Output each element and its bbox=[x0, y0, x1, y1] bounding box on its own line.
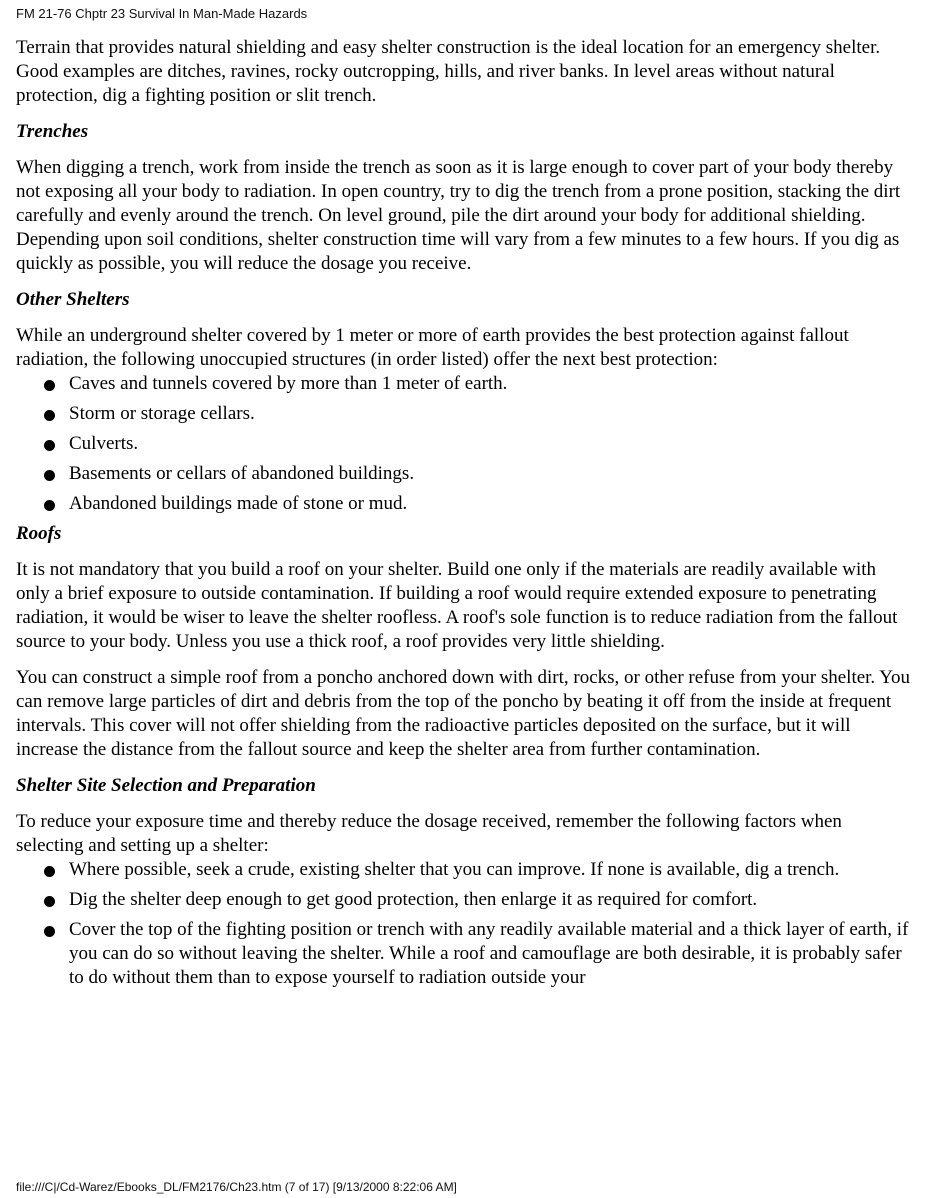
other-shelters-heading: Other Shelters bbox=[16, 289, 130, 310]
document-body bbox=[16, 36, 914, 996]
site-selection-list bbox=[16, 858, 914, 990]
page-footer: file:///C|/Cd-Warez/Ebooks_DL/FM2176/Ch23.htm (7 of 17) [9/13/2000 8:22:06 AM] bbox=[16, 1180, 457, 1194]
site-selection-heading: Shelter Site Selection and Preparation bbox=[16, 775, 316, 796]
page-header: FM 21-76 Chptr 23 Survival In Man-Made Hazards bbox=[16, 6, 308, 21]
list-item: Dig the shelter deep enough to get good protection, then enlarge it as required for comfort. bbox=[44, 888, 914, 912]
list-item: Storm or storage cellars. bbox=[44, 402, 914, 426]
roofs-paragraph-2: You can construct a simple roof from a poncho anchored down with dirt, rocks, or other refuse from your shelter. You can remove large particles of dirt and debris from the top of the poncho by beating it off from the inside at frequent intervals. This cover will not offer shielding from the radioactive particles deposited on the surface, but it will increase the distance from the fallout source and keep the shelter area from further contamination. bbox=[16, 667, 911, 760]
site-selection-paragraph: To reduce your exposure time and thereby reduce the dosage received, remember the following factors when selecting and setting up a shelter: bbox=[16, 811, 842, 856]
other-shelters-paragraph: While an underground shelter covered by 1 meter or more of earth provides the best protection against fallout radiation, the following unoccupied structures (in order listed) offer the next best protection: bbox=[16, 325, 849, 370]
trenches-paragraph: When digging a trench, work from inside the trench as soon as it is large enough to cover part of your body thereby not exposing all your body to radiation. In open country, try to dig the trench from a prone position, stacking the dirt carefully and evenly around the trench. On level ground, pile the dirt around your body for additional shielding. Depending upon soil conditions, shelter construction time will vary from a few minutes to a few hours. If you dig as quickly as possible, you will reduce the dosage you receive. bbox=[16, 157, 901, 274]
list-item: Where possible, seek a crude, existing shelter that you can improve. If none is available, dig a trench. bbox=[44, 858, 914, 882]
trenches-heading: Trenches bbox=[16, 121, 89, 142]
roofs-heading: Roofs bbox=[16, 523, 62, 544]
list-item: Culverts. bbox=[44, 432, 914, 456]
other-shelters-list bbox=[16, 372, 914, 516]
list-item: Caves and tunnels covered by more than 1 meter of earth. bbox=[44, 372, 914, 396]
intro-paragraph: Terrain that provides natural shielding and easy shelter construction is the ideal location for an emergency shelter. Good examples are ditches, ravines, rocky outcropping, hills, and river banks. In level areas without natural protection, dig a fighting position or slit trench. bbox=[16, 37, 881, 106]
list-item: Cover the top of the fighting position or trench with any readily available material and a thick layer of earth, if you can do so without leaving the shelter. While a roof and camouflage are both desirable, it is probably safer to do without them than to expose yourself to radiation outside your bbox=[44, 918, 914, 990]
roofs-paragraph-1: It is not mandatory that you build a roof on your shelter. Build one only if the materials are readily available with only a brief exposure to outside contamination. If building a roof would require extended exposure to penetrating radiation, it would be wiser to leave the shelter roofless. A roof's sole function is to reduce radiation from the fallout source to your body. Unless you use a thick roof, a roof provides very little shielding. bbox=[16, 559, 898, 652]
list-item: Basements or cellars of abandoned buildings. bbox=[44, 462, 914, 486]
list-item: Abandoned buildings made of stone or mud. bbox=[44, 492, 914, 516]
